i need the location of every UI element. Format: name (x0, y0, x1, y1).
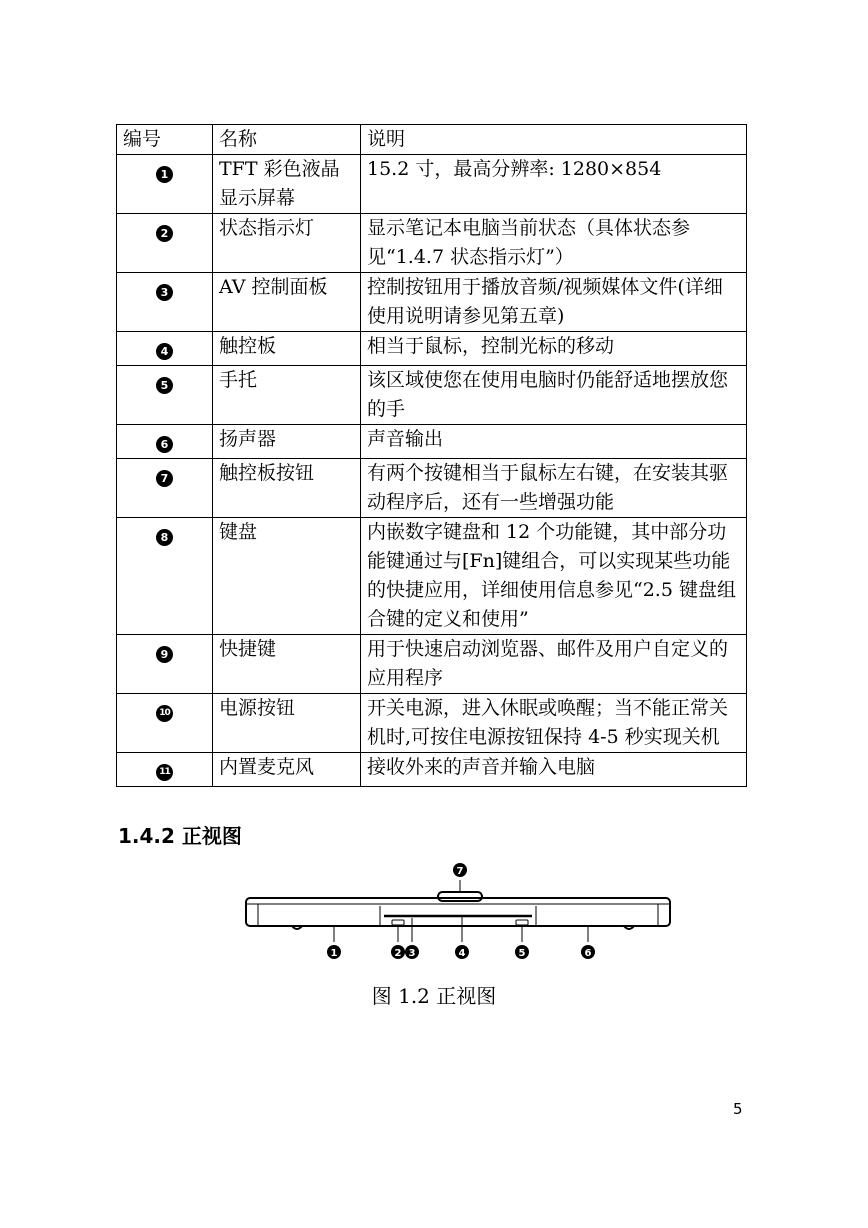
table-row (117, 753, 747, 787)
header-number: 编号 (117, 125, 213, 155)
row-description-cell: 用于快速启动浏览器、邮件及用户自定义的应用程序 (361, 635, 747, 694)
table-row (117, 518, 747, 635)
table-row (117, 694, 747, 753)
table-row (117, 332, 747, 366)
row-description-cell: 显示笔记本电脑当前状态（具体状态参见“1.4.7 状态指示灯”） (361, 214, 747, 273)
row-number-cell (117, 518, 213, 635)
header-name: 名称 (213, 125, 361, 155)
callout-label: 5 (518, 948, 526, 959)
row-number-cell (117, 694, 213, 753)
callout-label: 1 (330, 948, 338, 959)
spec-table (116, 124, 747, 787)
number-badge-icon: 1 (156, 166, 173, 183)
callout-label: 2 (394, 948, 402, 959)
row-name-cell: 内置麦克风 (213, 753, 361, 787)
row-description-cell: 该区域使您在使用电脑时仍能舒适地摆放您的手 (361, 366, 747, 425)
touchpad-buttons-shape (438, 892, 482, 901)
row-number-cell (117, 459, 213, 518)
row-name-cell: 触控板 (213, 332, 361, 366)
row-name-cell: 状态指示灯 (213, 214, 361, 273)
number-badge-icon: 11 (156, 764, 173, 781)
row-name-cell: AV 控制面板 (213, 273, 361, 332)
row-description-cell: 有两个按键相当于鼠标左右键，在安装其驱动程序后，还有一些增强功能 (361, 459, 747, 518)
laptop-front-outline (246, 880, 670, 942)
row-description-cell: 接收外来的声音并输入电脑 (361, 753, 747, 787)
number-badge-icon: 2 (156, 225, 173, 242)
row-description-cell: 内嵌数字键盘和 12 个功能键，其中部分功能键通过与[Fn]键组合，可以实现某些功能的快捷应用，详细使用信息参见“2.5 键盘组合键的定义和使用” (361, 518, 747, 635)
number-badge-icon: 10 (156, 705, 173, 722)
number-badge-icon: 3 (156, 284, 173, 301)
number-badge-icon: 9 (156, 646, 173, 663)
row-description-cell: 相当于鼠标，控制光标的移动 (361, 332, 747, 366)
page-number: 5 (733, 1100, 743, 1118)
callout-label: 3 (408, 948, 416, 959)
table-row (117, 155, 747, 214)
callout-label: 7 (456, 866, 464, 877)
row-number-cell (117, 155, 213, 214)
row-name-cell: 扬声器 (213, 425, 361, 459)
table-row (117, 214, 747, 273)
callout-label: 4 (458, 948, 466, 959)
number-badge-icon: 5 (156, 377, 173, 394)
row-number-cell (117, 635, 213, 694)
callout-label: 6 (584, 948, 592, 959)
front-view-figure (240, 858, 680, 968)
row-name-cell: 触控板按钮 (213, 459, 361, 518)
table-row (117, 273, 747, 332)
table-row (117, 366, 747, 425)
row-name-cell: TFT 彩色液晶显示屏幕 (213, 155, 361, 214)
number-badge-icon: 7 (156, 470, 173, 487)
row-description-cell: 控制按钮用于播放音频/视频媒体文件(详细使用说明请参见第五章) (361, 273, 747, 332)
table-header-row (117, 125, 747, 155)
number-badge-icon: 4 (156, 343, 173, 360)
header-description: 说明 (361, 125, 747, 155)
row-number-cell (117, 273, 213, 332)
row-number-cell (117, 425, 213, 459)
table-row (117, 635, 747, 694)
row-description-cell: 15.2 寸，最高分辨率: 1280×854 (361, 155, 747, 214)
row-name-cell: 快捷键 (213, 635, 361, 694)
figure-caption: 图 1.2 正视图 (371, 984, 497, 1008)
number-badge-icon: 6 (156, 436, 173, 453)
row-number-cell (117, 366, 213, 425)
row-name-cell: 电源按钮 (213, 694, 361, 753)
table-row (117, 459, 747, 518)
row-name-cell: 键盘 (213, 518, 361, 635)
row-number-cell (117, 214, 213, 273)
row-number-cell (117, 753, 213, 787)
row-description-cell: 声音输出 (361, 425, 747, 459)
table-row (117, 425, 747, 459)
section-title: 1.4.2 正视图 (118, 824, 242, 848)
row-number-cell (117, 332, 213, 366)
row-name-cell: 手托 (213, 366, 361, 425)
row-description-cell: 开关电源，进入休眠或唤醒；当不能正常关机时,可按住电源按钮保持 4-5 秒实现关机 (361, 694, 747, 753)
number-badge-icon: 8 (156, 529, 173, 546)
